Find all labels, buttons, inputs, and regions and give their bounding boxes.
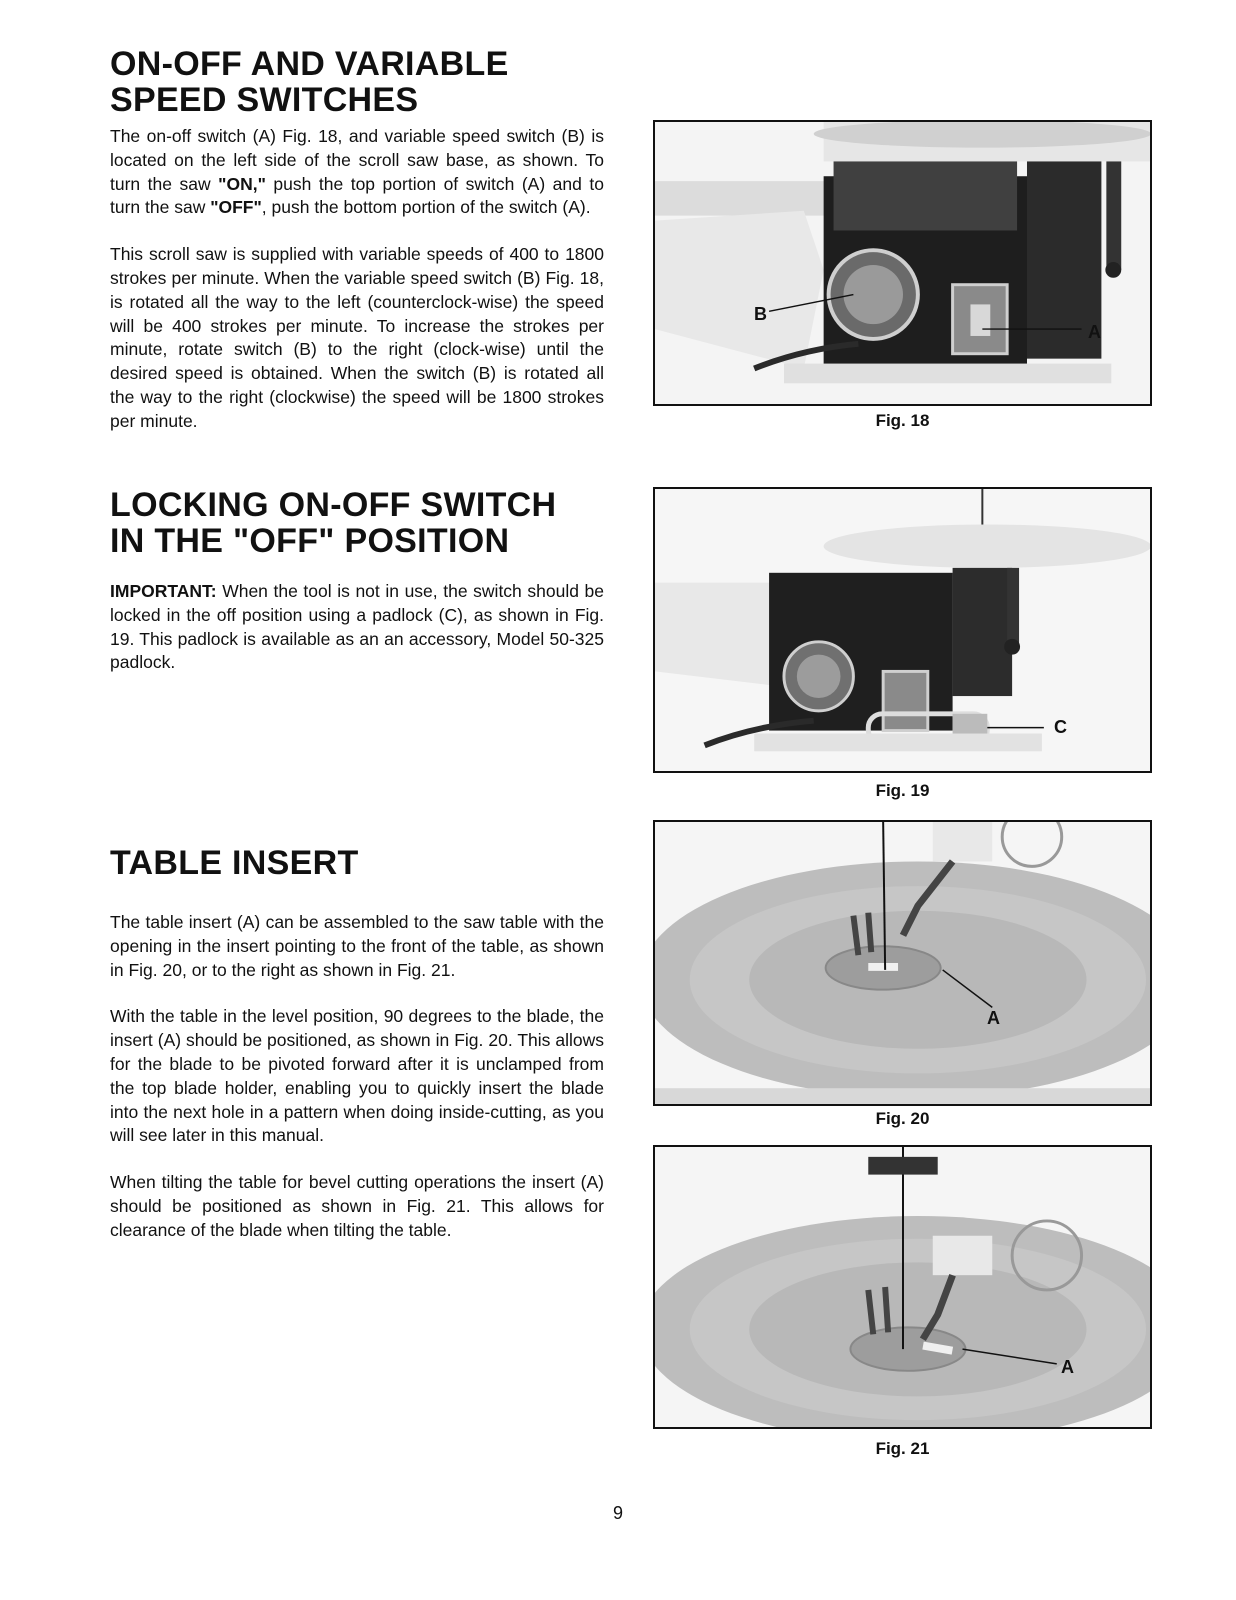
locking-body xyxy=(110,580,604,675)
text-run: push the top portion of switch (A) and to turn the saw xyxy=(110,173,604,218)
insert-section xyxy=(110,845,604,881)
figure-19-photo xyxy=(653,487,1152,773)
fig18-caption: Fig. 18 xyxy=(875,411,930,430)
padlocked-switch-illustration xyxy=(655,489,1150,771)
page-number: 9 xyxy=(612,1503,623,1523)
insert-heading: TABLE INSERT xyxy=(110,844,359,882)
fig21-label-a: A xyxy=(1061,1357,1074,1377)
switches-body xyxy=(110,125,604,434)
switches-paragraph-2: This scroll saw is supplied with variable speeds of 400 to 1800 strokes per minute. When the variable speed switch (B) Fig. 18, is rotated all the way to the left (counterclock-wise) the speed will be 400 strokes per minute. To increase the strokes per minute, rotate switch (B) to the right (clock-wise) until the desired speed is obtained. When the switch (B) is rotated all the way to the right (clockwise) the speed will be 1800 strokes per minute. xyxy=(110,244,604,431)
insert-body xyxy=(110,911,604,1243)
insert-paragraph-3: When tilting the table for bevel cutting operations the insert (A) should be positioned as shown in Fig. 21. This allows for clearance of the blade when tilting the table. xyxy=(110,1172,604,1240)
fig21-caption: Fig. 21 xyxy=(875,1439,930,1458)
fig20-label-a: A xyxy=(987,1008,1000,1028)
text-run: , push the bottom portion of the switch (A). xyxy=(261,197,591,218)
figure-20-photo xyxy=(653,820,1152,1106)
insert-paragraph-2: With the table in the level position, 90 degrees to the blade, the insert (A) should be positioned, as shown in Fig. 20. This allows for the blade to be pivoted forward after it is unclamped from the top blade holder, enabling you to quickly insert the blade into the next hole in a pattern when doing inside-cutting, as you will see later in this manual. xyxy=(110,1006,604,1146)
locking-heading-line2: IN THE "OFF" POSITION xyxy=(110,522,510,560)
locking-paragraph xyxy=(110,580,604,675)
important-label: IMPORTANT: xyxy=(110,581,217,601)
table-insert-right-illustration xyxy=(655,1147,1150,1427)
text-run: When the tool is not in use, the switch should be locked in the off position using a padlock (C), as shown in Fig. 19. This padlock is available as an an accessory, Model 50-325 padlock. xyxy=(110,581,604,673)
locking-section xyxy=(110,487,604,559)
locking-heading-line1: LOCKING ON-OFF SWITCH xyxy=(110,486,557,524)
locking-heading xyxy=(110,487,604,559)
on-label: "ON," xyxy=(218,173,266,194)
fig18-label-b: B xyxy=(754,304,767,324)
figure-21-photo xyxy=(653,1145,1152,1429)
switches-heading-line2: SPEED SWITCHES xyxy=(110,81,419,119)
table-insert-front-illustration xyxy=(655,822,1150,1104)
switches-heading xyxy=(110,46,604,118)
figure-18-photo xyxy=(653,120,1152,406)
scroll-saw-switches-illustration xyxy=(655,122,1150,404)
fig18-label-a: A xyxy=(1088,322,1101,342)
fig19-caption: Fig. 19 xyxy=(875,781,930,800)
switches-section xyxy=(110,46,604,118)
switches-paragraph-1 xyxy=(110,125,604,220)
fig20-caption: Fig. 20 xyxy=(875,1109,930,1128)
insert-paragraph-1: The table insert (A) can be assembled to the saw table with the opening in the insert pointing to the front of the table, as shown in Fig. 20, or to the right as shown in Fig. 21. xyxy=(110,912,604,980)
text-run: The on-off switch (A) Fig. 18, and variable speed switch (B) is located on the left side of the scroll saw base, as shown. To turn the saw xyxy=(110,126,604,194)
fig19-label-c: C xyxy=(1054,717,1067,737)
off-label: "OFF" xyxy=(210,197,262,218)
switches-heading-line1: ON-OFF AND VARIABLE xyxy=(110,45,509,83)
